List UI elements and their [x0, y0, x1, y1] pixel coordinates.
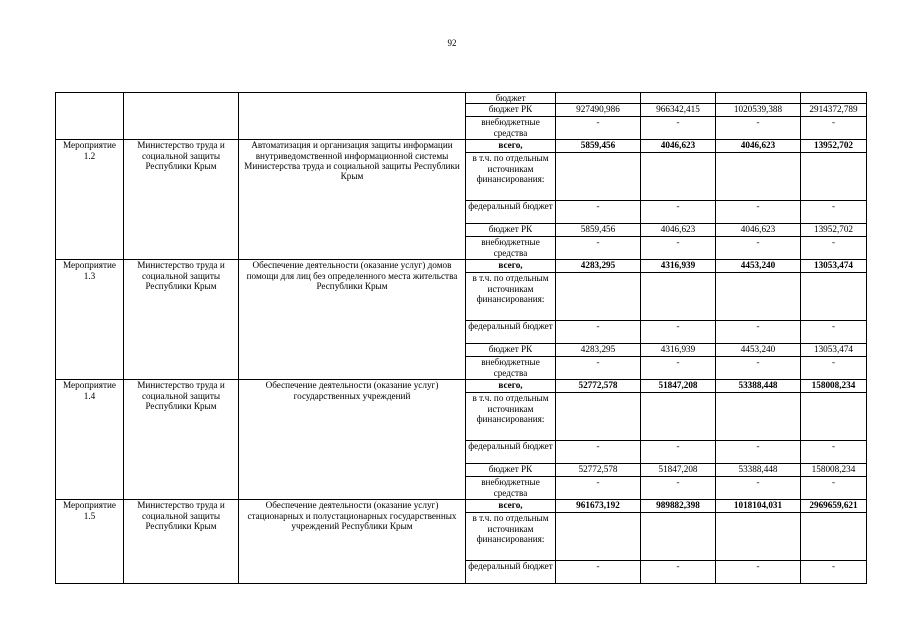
value-cell: - [556, 117, 641, 140]
source-label: всего, [466, 500, 556, 513]
measure-name: Автоматизация и организация защиты информации внутриведомственной информационной системы Министерства труда и социальной защиты Республики Крым [239, 140, 466, 260]
value-cell [641, 273, 716, 321]
value-cell: 158008,234 [801, 464, 867, 477]
value-cell: - [556, 441, 641, 464]
page-number: 92 [447, 38, 457, 48]
value-cell: - [716, 477, 801, 500]
value-cell [556, 273, 641, 321]
funding-table [55, 92, 867, 584]
source-label: бюджет РК [466, 344, 556, 357]
value-cell: - [801, 201, 867, 224]
source-label: внебюджетные средства [466, 237, 556, 260]
measure-executor: Министерство труда и социальной защиты Республики Крым [124, 500, 239, 584]
measure-executor: Министерство труда и социальной защиты Республики Крым [124, 140, 239, 260]
source-label: федеральный бюджет [466, 441, 556, 464]
value-cell: 52772,578 [556, 380, 641, 393]
measure-row-total [56, 260, 867, 273]
value-cell [641, 153, 716, 201]
value-cell: - [716, 201, 801, 224]
value-cell [641, 393, 716, 441]
measure-row-total [56, 500, 867, 513]
source-label: в т.ч. по отдельным источникам финансирования: [466, 513, 556, 561]
source-label: всего, [466, 140, 556, 153]
value-cell: 1018104,031 [716, 500, 801, 513]
value-cell: - [801, 117, 867, 140]
source-label: бюджет РК [466, 224, 556, 237]
value-cell: 51847,208 [641, 464, 716, 477]
value-cell [556, 513, 641, 561]
value-cell: 13053,474 [801, 260, 867, 273]
value-cell: - [716, 321, 801, 344]
source-label: внебюджетные средства [466, 117, 556, 140]
value-cell [556, 153, 641, 201]
value-cell: - [801, 357, 867, 380]
source-label: бюджет [466, 93, 556, 104]
value-cell: 4046,623 [641, 140, 716, 153]
measure-row-total [56, 140, 867, 153]
value-cell: - [641, 561, 716, 584]
value-cell: - [556, 321, 641, 344]
value-cell: - [716, 357, 801, 380]
source-label: в т.ч. по отдельным источникам финансирования: [466, 273, 556, 321]
value-cell: 961673,192 [556, 500, 641, 513]
value-cell: 4046,623 [716, 224, 801, 237]
value-cell: - [556, 237, 641, 260]
value-cell: 13053,474 [801, 344, 867, 357]
value-cell: 989882,398 [641, 500, 716, 513]
source-label: бюджет РК [466, 104, 556, 117]
value-cell: - [641, 441, 716, 464]
source-label: в т.ч. по отдельным источникам финансирования: [466, 153, 556, 201]
value-cell: 2969659,621 [801, 500, 867, 513]
value-cell: - [556, 357, 641, 380]
value-cell: 4453,240 [716, 260, 801, 273]
source-label: внебюджетные средства [466, 477, 556, 500]
value-cell: 1020539,388 [716, 104, 801, 117]
value-cell: - [716, 237, 801, 260]
value-cell: 52772,578 [556, 464, 641, 477]
measure-id: Мероприятие 1.5 [56, 500, 124, 584]
value-cell: 4046,623 [641, 224, 716, 237]
value-cell: - [556, 477, 641, 500]
value-cell: 2914372,789 [801, 104, 867, 117]
cont-executor-cell [124, 93, 239, 140]
measure-executor: Министерство труда и социальной защиты Республики Крым [124, 380, 239, 500]
value-cell [641, 513, 716, 561]
value-cell [801, 393, 867, 441]
value-cell: 4283,295 [556, 344, 641, 357]
value-cell: 4316,939 [641, 344, 716, 357]
value-cell: - [801, 561, 867, 584]
value-cell: 51847,208 [641, 380, 716, 393]
value-cell: 53388,448 [716, 380, 801, 393]
value-cell [716, 273, 801, 321]
value-cell [641, 93, 716, 104]
measure-id: Мероприятие 1.3 [56, 260, 124, 380]
source-label: федеральный бюджет [466, 561, 556, 584]
value-cell: 13952,702 [801, 140, 867, 153]
source-label: в т.ч. по отдельным источникам финансирования: [466, 393, 556, 441]
value-cell [801, 273, 867, 321]
value-cell [556, 393, 641, 441]
value-cell [716, 153, 801, 201]
measure-name: Обеспечение деятельности (оказание услуг) домов помощи для лиц без определенного места жительства Республики Крым [239, 260, 466, 380]
value-cell: - [716, 117, 801, 140]
value-cell: 4316,939 [641, 260, 716, 273]
value-cell: 966342,415 [641, 104, 716, 117]
value-cell: 4453,240 [716, 344, 801, 357]
continuation-row-budget-tail [56, 93, 867, 104]
value-cell: - [641, 321, 716, 344]
measure-name: Обеспечение деятельности (оказание услуг) государственных учреждений [239, 380, 466, 500]
source-label: бюджет РК [466, 464, 556, 477]
source-label: всего, [466, 380, 556, 393]
value-cell: - [801, 321, 867, 344]
value-cell: - [716, 441, 801, 464]
value-cell: - [641, 201, 716, 224]
value-cell: 927490,986 [556, 104, 641, 117]
value-cell: 4046,623 [716, 140, 801, 153]
value-cell: 5859,456 [556, 224, 641, 237]
value-cell: - [556, 201, 641, 224]
value-cell: - [556, 561, 641, 584]
value-cell: - [641, 237, 716, 260]
measure-row-total [56, 380, 867, 393]
value-cell [556, 93, 641, 104]
value-cell: 158008,234 [801, 380, 867, 393]
cont-id-cell [56, 93, 124, 140]
value-cell: - [641, 117, 716, 140]
source-label: федеральный бюджет [466, 201, 556, 224]
value-cell [716, 93, 801, 104]
measure-id: Мероприятие 1.4 [56, 380, 124, 500]
value-cell [801, 153, 867, 201]
value-cell: - [641, 477, 716, 500]
measure-executor: Министерство труда и социальной защиты Республики Крым [124, 260, 239, 380]
value-cell: 13952,702 [801, 224, 867, 237]
measure-name: Обеспечение деятельности (оказание услуг) стационарных и полустационарных государственных учреждений Республики Крым [239, 500, 466, 584]
measure-id: Мероприятие 1.2 [56, 140, 124, 260]
cont-name-cell [239, 93, 466, 140]
value-cell: - [801, 237, 867, 260]
source-label: всего, [466, 260, 556, 273]
source-label: федеральный бюджет [466, 321, 556, 344]
value-cell: 53388,448 [716, 464, 801, 477]
value-cell: - [641, 357, 716, 380]
value-cell [801, 513, 867, 561]
value-cell [716, 513, 801, 561]
value-cell: - [801, 477, 867, 500]
value-cell [716, 393, 801, 441]
value-cell: - [716, 561, 801, 584]
value-cell: 4283,295 [556, 260, 641, 273]
value-cell: - [801, 441, 867, 464]
value-cell: 5859,456 [556, 140, 641, 153]
value-cell [801, 93, 867, 104]
source-label: внебюджетные средства [466, 357, 556, 380]
